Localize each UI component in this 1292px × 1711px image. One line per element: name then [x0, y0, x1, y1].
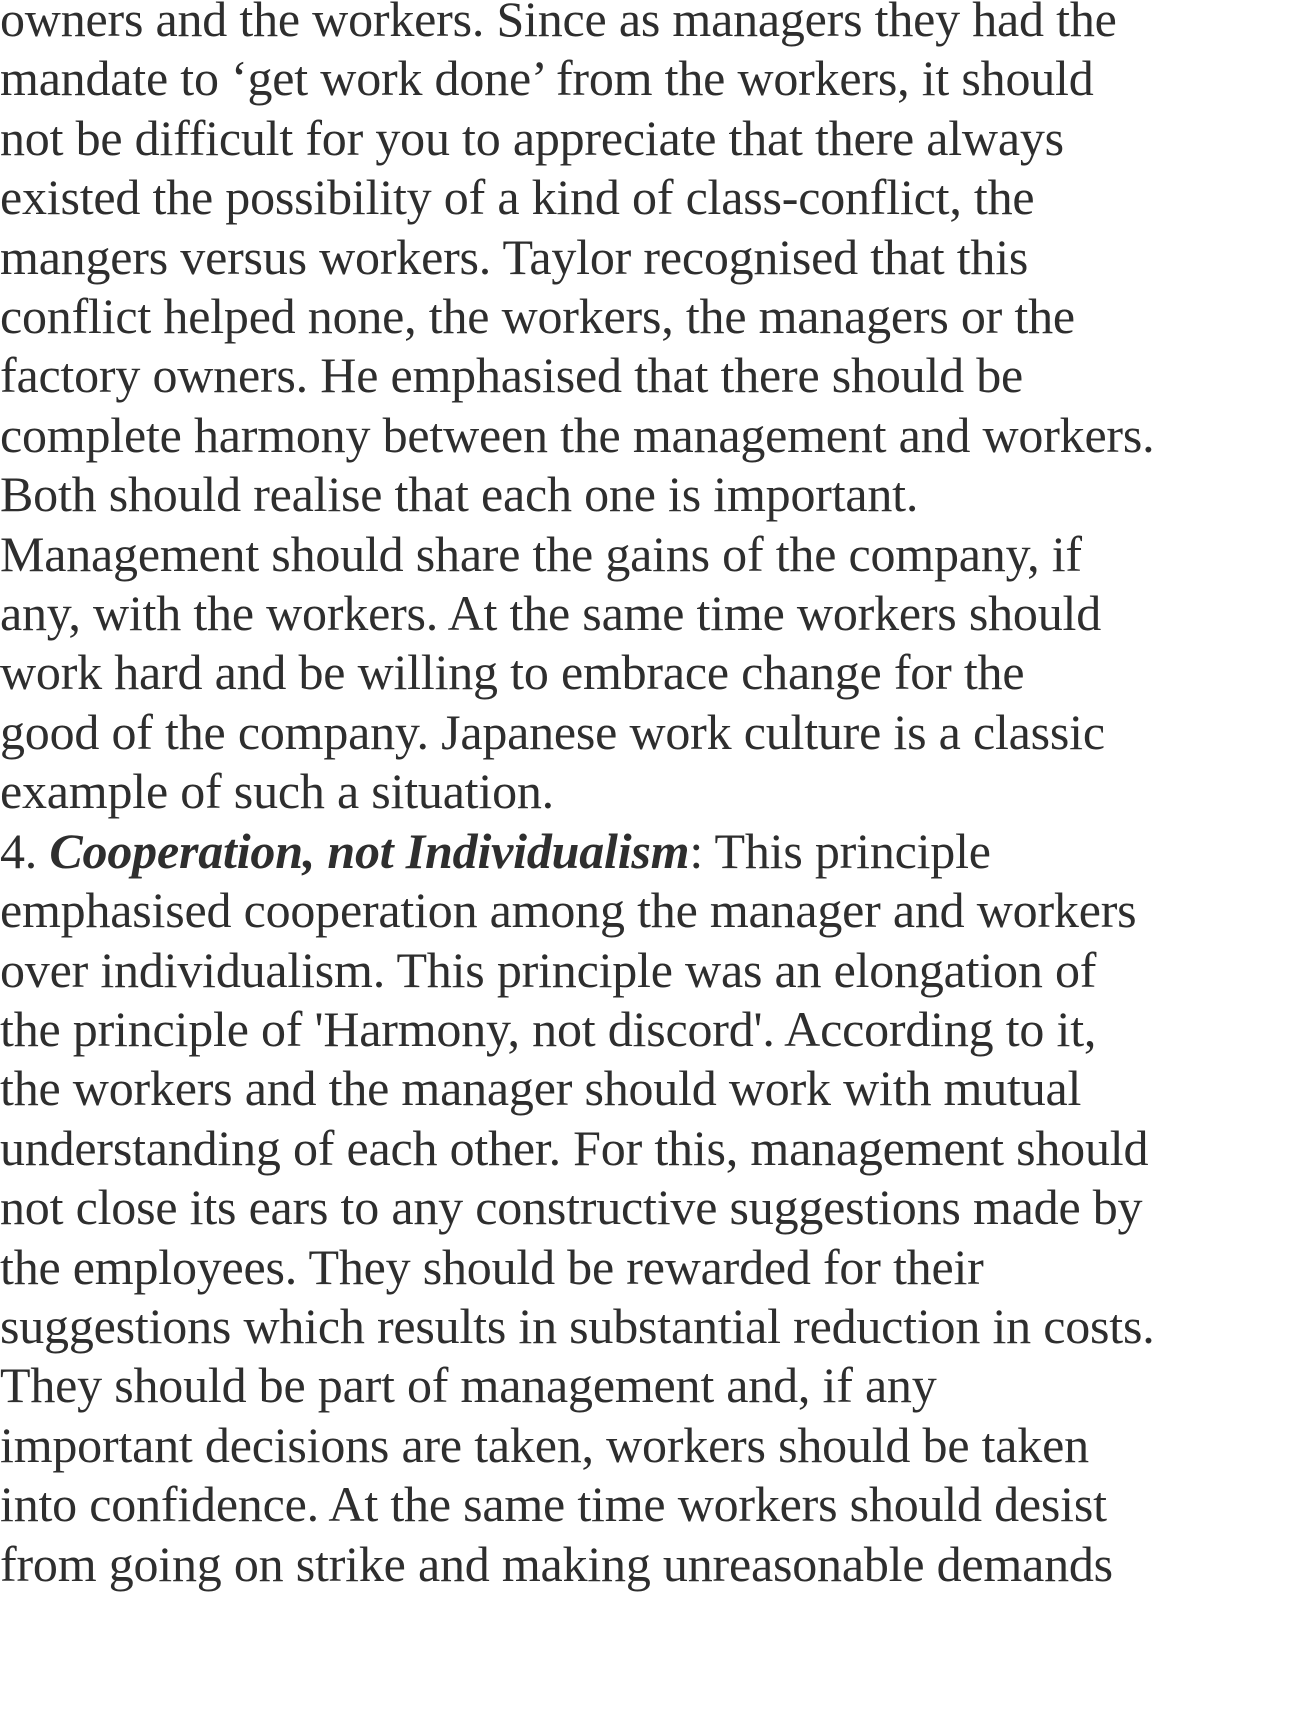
principle-title: Cooperation, not Individualism: [49, 822, 690, 879]
text-line: owners and the workers. Since as managers they had the: [0, 0, 1117, 47]
principle-number: 4.: [0, 822, 50, 879]
text-line: They should be part of management and, if any: [0, 1357, 937, 1414]
text-line: mangers versus workers. Taylor recognised that this: [0, 228, 1029, 285]
text-line: over individualism. This principle was an elongation of: [0, 941, 1097, 998]
text-line: emphasised cooperation among the manager and workers: [0, 882, 1137, 939]
text-line: complete harmony between the management and workers.: [0, 406, 1155, 463]
text-line: suggestions which results in substantial reduction in costs.: [0, 1297, 1155, 1354]
text-line: not be difficult for you to appreciate that there always: [0, 109, 1064, 166]
text-line: mandate to ‘get work done’ from the workers, it should: [0, 50, 1094, 107]
text-line: not close its ears to any constructive suggestions made by: [0, 1179, 1143, 1236]
text-line: the principle of 'Harmony, not discord'. According to it,: [0, 1000, 1097, 1057]
text-line: the employees. They should be rewarded for their: [0, 1238, 984, 1295]
text-line: important decisions are taken, workers should be taken: [0, 1416, 1089, 1473]
text-line: good of the company. Japanese work culture is a classic: [0, 703, 1105, 760]
text-line: existed the possibility of a kind of class-conflict, the: [0, 169, 1035, 226]
principle-heading-line: [0, 822, 1155, 881]
text-line: example of such a situation.: [0, 763, 554, 820]
text-line: the workers and the manager should work with mutual: [0, 1060, 1082, 1117]
text-line: into confidence. At the same time workers should desist: [0, 1476, 1107, 1533]
text-line: Both should realise that each one is important.: [0, 466, 919, 523]
text-line: any, with the workers. At the same time workers should: [0, 585, 1102, 642]
paragraph-cooperation: [0, 881, 1155, 1594]
text-line: factory owners. He emphasised that there should be: [0, 347, 1024, 404]
paragraph-harmony: [0, 0, 1155, 822]
text-line: work hard and be willing to embrace change for the: [0, 644, 1025, 701]
principle-intro: : This principle: [689, 822, 991, 879]
text-line: conflict helped none, the workers, the managers or the: [0, 288, 1075, 345]
text-line: Management should share the gains of the company, if: [0, 525, 1082, 582]
text-line: understanding of each other. For this, management should: [0, 1119, 1149, 1176]
text-line: from going on strike and making unreasonable demands: [0, 1535, 1113, 1592]
